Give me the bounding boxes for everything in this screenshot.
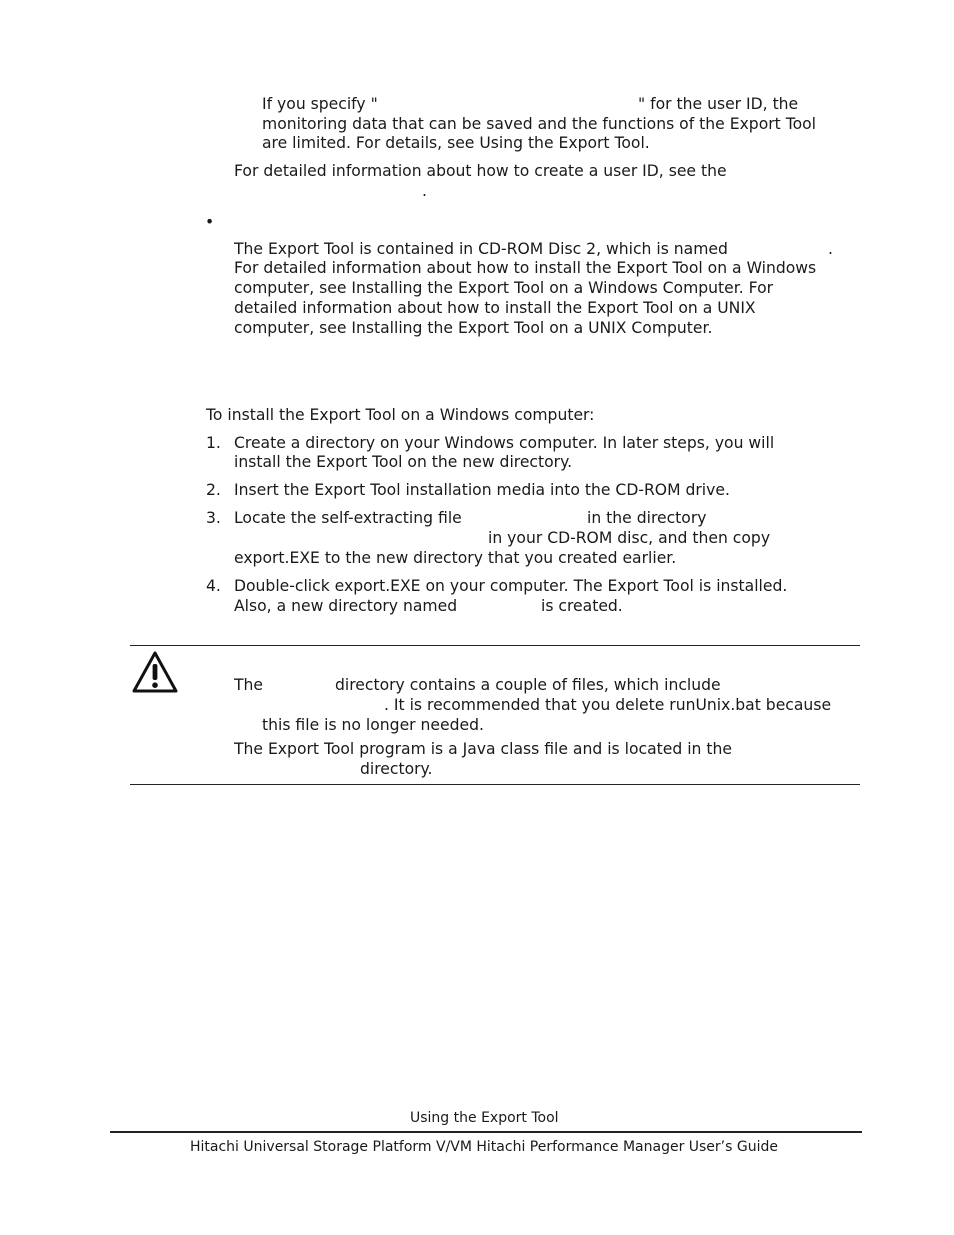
note-text: this file is no longer needed.: [262, 716, 484, 734]
footer-rule: [110, 1131, 862, 1133]
step-text: Double-click export.EXE on your computer. The Export Tool is installed.: [234, 577, 788, 595]
note-text: . It is recommended that you delete runUnix.bat because: [384, 696, 832, 714]
step-number: 4.: [206, 577, 221, 595]
note-text: directory.: [360, 760, 433, 778]
step-text: Create a directory on your Windows computer. In later steps, you will: [234, 434, 775, 452]
text-line: The Export Tool is contained in CD-ROM Disc 2, which is named: [234, 240, 728, 258]
text-line: .: [422, 182, 427, 200]
text-line: computer, see Installing the Export Tool on a Windows Computer. For: [234, 279, 774, 297]
note-text: The: [234, 676, 264, 694]
text-line: For detailed information about how to create a user ID, see the: [234, 162, 727, 180]
note-bottom-rule: [130, 784, 860, 785]
text-line: detailed information about how to install the Export Tool on a UNIX: [234, 299, 756, 317]
text-line: monitoring data that can be saved and the functions of the Export Tool: [262, 115, 817, 133]
step-number: 2.: [206, 481, 221, 499]
step-text: export.EXE to the new directory that you created earlier.: [234, 549, 677, 567]
bullet-marker: •: [205, 213, 215, 231]
step-text: Locate the self-extracting file: [234, 509, 462, 527]
note-top-rule: [130, 645, 860, 646]
text-line: .: [828, 240, 833, 258]
step-text: in the directory: [587, 509, 707, 527]
footer-section-title: Using the Export Tool: [410, 1110, 559, 1126]
step-text: Also, a new directory named: [234, 597, 458, 615]
text-line: For detailed information about how to install the Export Tool on a Windows: [234, 259, 817, 277]
step-number: 3.: [206, 509, 221, 527]
step-text: in your CD-ROM disc, and then copy: [488, 529, 771, 547]
warning-triangle-icon: [131, 650, 179, 694]
step-text: is created.: [541, 597, 623, 615]
step-text: Insert the Export Tool installation media into the CD-ROM drive.: [234, 481, 730, 499]
step-text: install the Export Tool on the new directory.: [234, 453, 573, 471]
text-line: " for the user ID, the: [638, 95, 799, 113]
footer-book-title: Hitachi Universal Storage Platform V/VM Hitachi Performance Manager User’s Guide: [190, 1139, 778, 1155]
intro-text: To install the Export Tool on a Windows computer:: [206, 406, 595, 424]
text-line: If you specify ": [262, 95, 378, 113]
note-text: The Export Tool program is a Java class file and is located in the: [234, 740, 732, 758]
text-line: are limited. For details, see Using the Export Tool.: [262, 134, 650, 152]
note-text: directory contains a couple of files, which include: [335, 676, 721, 694]
text-line: computer, see Installing the Export Tool on a UNIX Computer.: [234, 319, 713, 337]
step-number: 1.: [206, 434, 221, 452]
